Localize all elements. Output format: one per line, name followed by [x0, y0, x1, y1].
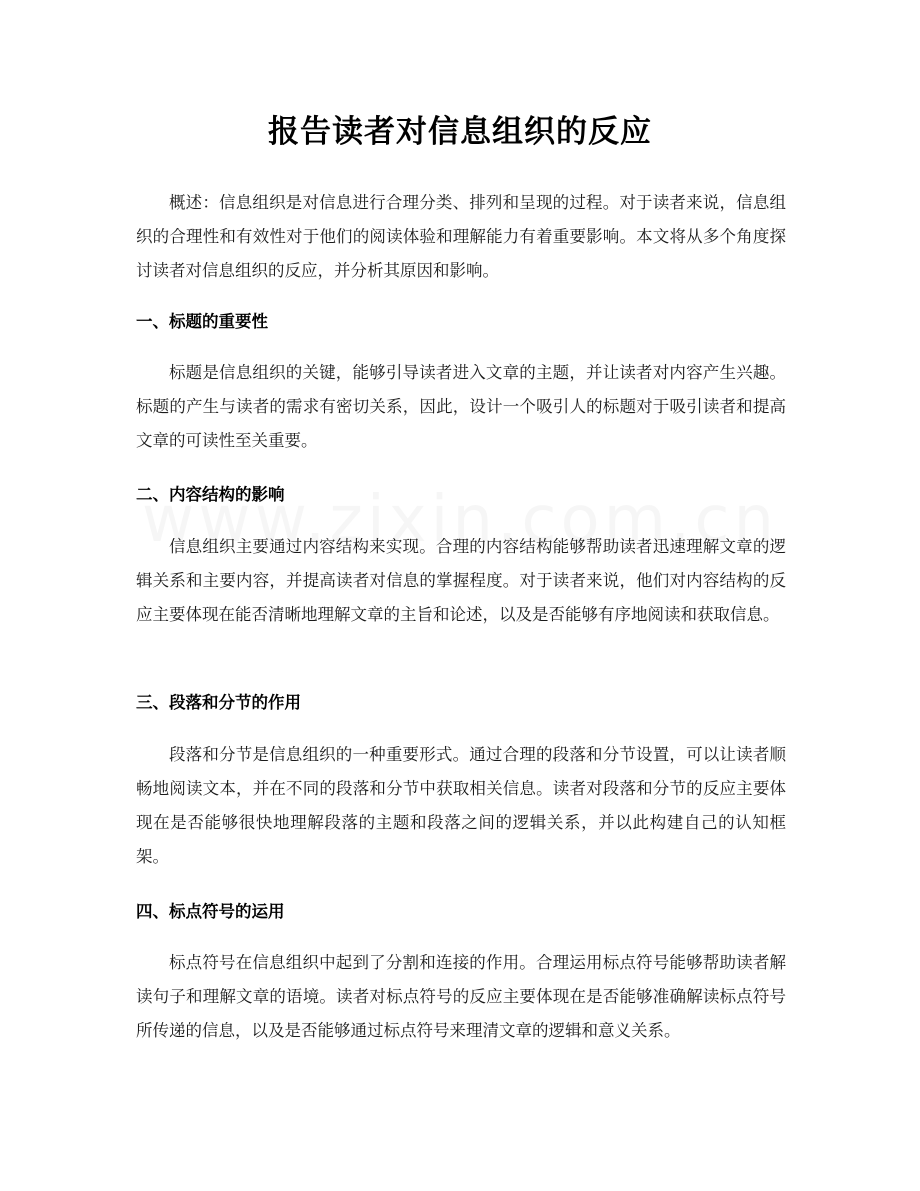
section-body-1: 标题是信息组织的关键，能够引导读者进入文章的主题，并让读者对内容产生兴趣。标题的产生与读者的需求有密切关系，因此，设计一个吸引人的标题对于吸引读者和提高文章的可读性至关重要。	[136, 363, 786, 450]
intro-paragraph: 概述：信息组织是对信息进行合理分类、排列和呈现的过程。对于读者来说，信息组织的合理性和有效性对于他们的阅读体验和理解能力有着重要影响。本文将从多个角度探讨读者对信息组织的反应，并分析其原因和影响。	[136, 193, 786, 280]
section-body-4: 标点符号在信息组织中起到了分割和连接的作用。合理运用标点符号能够帮助读者解读句子和理解文章的语境。读者对标点符号的反应主要体现在是否能够准确解读标点符号所传递的信息，以及是否能够通过标点符号来理清文章的逻辑和意义关系。	[136, 953, 786, 1040]
page-title: 报告读者对信息组织的反应	[268, 114, 652, 150]
section-heading-3: 三、段落和分节的作用	[136, 693, 301, 712]
section-heading-4: 四、标点符号的运用	[136, 902, 285, 921]
section-body-2: 信息组织主要通过内容结构来实现。合理的内容结构能够帮助读者迅速理解文章的逻辑关系和主要内容，并提高读者对信息的掌握程度。对于读者来说，他们对内容结构的反应主要体现在能否清晰地理解文章的主旨和论述，以及是否能够有序地阅读和获取信息。	[136, 537, 786, 624]
section-body-3: 段落和分节是信息组织的一种重要形式。通过合理的段落和分节设置，可以让读者顺畅地阅读文本，并在不同的段落和分节中获取相关信息。读者对段落和分节的反应主要体现在是否能够很快地理解段落的主题和段落之间的逻辑关系，并以此构建自己的认知框架。	[136, 745, 786, 866]
section-heading-1: 一、标题的重要性	[136, 312, 268, 331]
section-heading-2: 二、内容结构的影响	[136, 485, 285, 504]
